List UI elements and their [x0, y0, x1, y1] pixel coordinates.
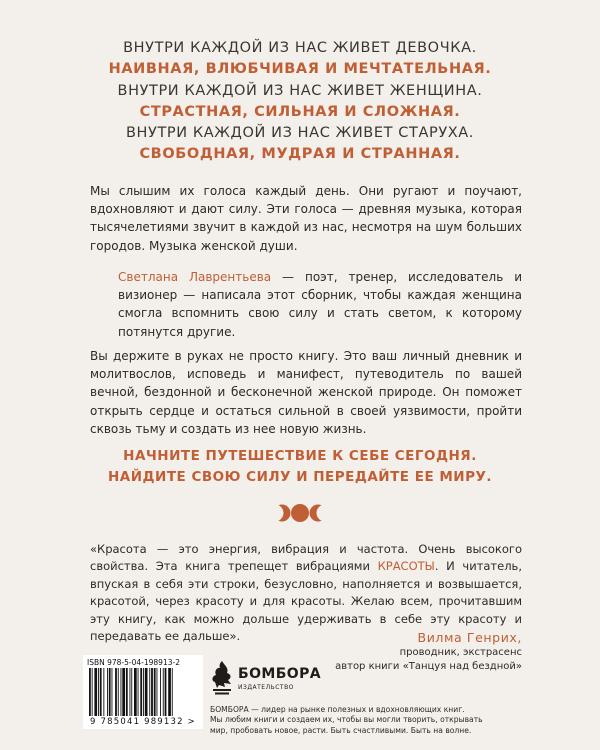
- author-name: Светлана Лаврентьева: [118, 270, 272, 284]
- cta-line: НАЧНИТЕ ПУТЕШЕСТВИЕ К СЕБЕ СЕГОДНЯ.: [123, 448, 477, 464]
- book-description-paragraph: Вы держите в руках не просто книгу. Это ваш личный дневник и молитвослов, исповедь и манифест, путеводитель по вашей вечной, бездонной и бесконечной женской природе. Он поможет открыть сердце и остаться сильной в своей уязвимости, пройти сквозь тьму и создать из нее новую жизнь.: [90, 349, 522, 436]
- bombora-logo-icon: [210, 660, 234, 696]
- moon-phases-icon: [269, 502, 331, 524]
- quote-text: . И читатель, впуская в себя эти строки, безусловно, наполняется и возвышается, красотой, через красоту и для красоты. Желаю всем, прочитавшим эту книгу, как можно дольше удерживать в себе эту красоту и передавать ее дальше».: [90, 559, 522, 644]
- cta-line: НАЙДИТЕ СВОЮ СИЛУ И ПЕРЕДАЙТЕ ЕЕ МИРУ.: [107, 468, 493, 485]
- publisher-name: БОМБОРА: [238, 666, 321, 682]
- barcode-block: [83, 655, 203, 729]
- headline-line: СВОБОДНАЯ, МУДРАЯ И СТРАННАЯ.: [139, 146, 461, 163]
- headline-line: СТРАСТНАЯ, СИЛЬНАЯ И СЛОЖНАЯ.: [139, 103, 461, 120]
- attribution-book: автор книги «Танцуя над бездной»: [335, 661, 522, 672]
- barcode-icon: [87, 668, 199, 718]
- headline-line: ВНУТРИ КАЖДОЙ ИЗ НАС ЖИВЕТ ЖЕНЩИНА.: [117, 82, 483, 99]
- publisher-description-line: мир, пробовать новое, расти. Быть счастливыми. Быть на волне.: [210, 725, 472, 735]
- headline: [40, 38, 560, 166]
- publisher-description: [210, 705, 510, 736]
- publisher-subtitle: ИЗДАТЕЛЬСТВО: [238, 684, 294, 691]
- publisher-description-line: Мы любим книги и создаем их, чтобы вы могли творить, открывать: [210, 715, 483, 725]
- barcode-number: 9 785041 989132 >: [90, 717, 196, 727]
- attribution-name: Вилма Генрих,: [417, 630, 522, 645]
- attribution-role: проводник, экстрасенс: [399, 647, 522, 658]
- quote-accent-word: КРАСОТЫ: [377, 559, 435, 574]
- publisher-description-line: БОМБОРА — лидер на рынке полезных и вдохновляющих книг.: [210, 705, 465, 714]
- author-paragraph: [118, 268, 522, 341]
- call-to-action: [60, 446, 540, 487]
- headline-line: НАИВНАЯ, ВЛЮБЧИВАЯ И МЕЧТАТЕЛЬНАЯ.: [108, 61, 492, 78]
- headline-line: ВНУТРИ КАЖДОЙ ИЗ НАС ЖИВЕТ СТАРУХА.: [125, 125, 475, 142]
- isbn-number: ISBN 978-5-04-198913-2: [87, 658, 180, 667]
- headline-line: ВНУТРИ КАЖДОЙ ИЗ НАС ЖИВЕТ ДЕВОЧКА.: [123, 40, 477, 56]
- quote-text: «Красота — это энергия, вибрация и частота. Очень высокого свойства. Эта книга трепещет вибрациями: [90, 542, 522, 574]
- intro-paragraph: Мы слышим их голоса каждый день. Они ругают и поучают, вдохновляют и дают силу. Эти голоса — древняя музыка, которая тысячелетиями звучит в каждой из нас, несмотря на шум больших городов. Музыка женской души.: [90, 184, 522, 253]
- author-description: — поэт, тренер, исследователь и визионер — написала этот сборник, чтобы каждая женщина смогла вспомнить свою силу и стать светом, к которому потянутся другие.: [118, 270, 523, 339]
